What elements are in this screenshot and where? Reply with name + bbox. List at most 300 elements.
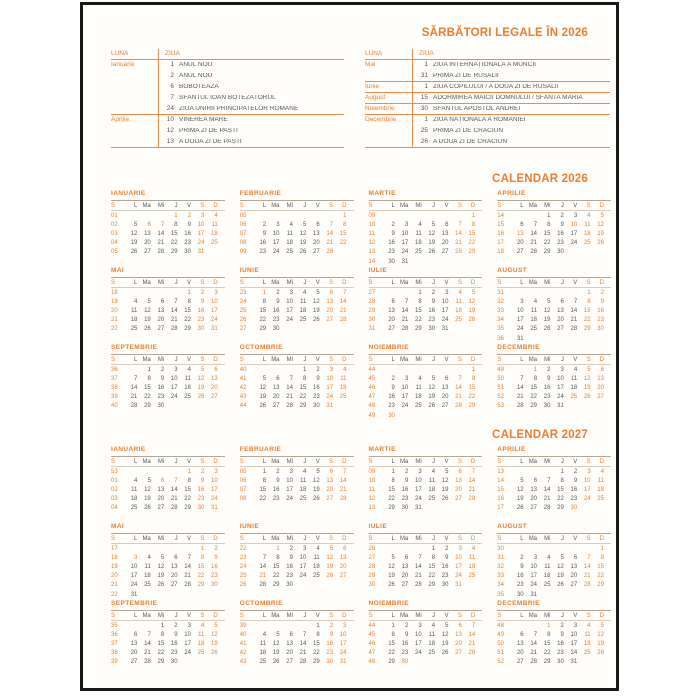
- day-cell: 1: [276, 545, 280, 552]
- day-cell: 9: [187, 221, 191, 228]
- day-cell: 29: [144, 403, 151, 410]
- week-number: 34: [497, 582, 504, 589]
- day-cell: 3: [343, 622, 347, 629]
- day-cell: 4: [573, 366, 578, 373]
- day-cell: 15: [583, 308, 591, 315]
- calendar-week-row: [497, 504, 611, 513]
- weekday-label: J: [560, 535, 564, 542]
- day-cell: 23: [428, 317, 436, 324]
- day-cell: 10: [197, 221, 205, 228]
- day-cell: 3: [404, 375, 409, 382]
- day-cell: 14: [516, 385, 524, 392]
- day-cell: 16: [313, 385, 320, 392]
- calendar-week-row: [240, 229, 354, 238]
- calendar-week-row: [497, 562, 611, 571]
- week-column-header: S: [368, 535, 373, 542]
- calendar-week-row: [240, 476, 354, 485]
- week-number: 09: [239, 249, 247, 256]
- month-calendar: [111, 268, 225, 345]
- weekday-label: S: [457, 535, 462, 542]
- day-cell: 19: [313, 487, 320, 494]
- day-cell: 15: [259, 487, 267, 494]
- day-cell: 12: [388, 564, 395, 571]
- day-cell: 4: [302, 289, 307, 296]
- weekday-header-row: [111, 356, 225, 366]
- week-number: 33: [497, 573, 504, 580]
- day-cell: 15: [144, 385, 151, 392]
- holiday-name: A DOUA ZI DE CRĂCIUN: [433, 138, 508, 145]
- day-cell: 12: [299, 231, 307, 238]
- weekday-label: Ma: [142, 612, 151, 619]
- week-number: 12: [368, 496, 376, 503]
- weekday-header-row: [240, 458, 354, 468]
- day-cell: 20: [144, 240, 151, 247]
- day-cell: 1: [533, 366, 538, 373]
- weekday-label: J: [560, 356, 564, 363]
- calendar-week-row: [369, 374, 483, 383]
- weekday-header-row: [111, 535, 225, 545]
- day-cell: 19: [441, 487, 449, 494]
- day-cell: 11: [259, 641, 267, 648]
- day-cell: 14: [286, 385, 293, 392]
- week-number: 03: [111, 496, 118, 503]
- day-cell: 15: [184, 487, 191, 494]
- holiday-name: BOBOTEAZA: [179, 84, 219, 91]
- day-cell: 7: [343, 289, 347, 296]
- day-cell: 12: [313, 298, 320, 305]
- day-cell: 9: [560, 631, 564, 638]
- week-number: 02: [111, 487, 118, 494]
- day-cell: 5: [316, 289, 320, 296]
- day-cell: 12: [597, 631, 604, 638]
- week-number: 36: [111, 631, 118, 638]
- day-cell: 11: [584, 631, 591, 638]
- day-cell: 6: [134, 631, 138, 638]
- table-column-divider: [158, 49, 159, 148]
- day-cell: 18: [428, 487, 436, 494]
- day-cell: 22: [313, 650, 320, 657]
- day-cell: 12: [597, 221, 604, 228]
- day-cell: 16: [259, 240, 267, 247]
- calendar-week-row: [240, 485, 354, 494]
- day-cell: 11: [469, 554, 476, 561]
- week-number: 18: [497, 249, 504, 256]
- day-cell: 14: [455, 231, 462, 238]
- holiday-row: [365, 93, 610, 104]
- weekday-label: Ma: [142, 458, 151, 465]
- day-cell: 25: [339, 394, 347, 401]
- day-cell: 28: [170, 326, 178, 333]
- weekday-label: D: [470, 356, 476, 363]
- day-cell: 25: [313, 573, 320, 580]
- day-cell: 30: [286, 582, 293, 589]
- day-cell: 3: [418, 468, 422, 475]
- week-number: 26: [239, 317, 247, 324]
- weekday-label: D: [599, 535, 604, 542]
- month-calendar: [240, 191, 354, 268]
- day-cell: 21: [516, 394, 524, 401]
- day-cell: 20: [516, 240, 524, 247]
- day-cell: 8: [391, 477, 395, 484]
- day-cell: 31: [530, 591, 538, 598]
- day-cell: 27: [530, 505, 538, 512]
- day-cell: 25: [299, 317, 307, 324]
- month-calendar: [369, 345, 483, 422]
- month-calendar: [369, 447, 483, 524]
- weekday-label: L: [134, 202, 138, 209]
- week-number: 17: [111, 545, 118, 552]
- weekday-label: J: [432, 612, 436, 619]
- week-number: 22: [111, 591, 118, 598]
- day-cell: 17: [530, 573, 538, 580]
- week-number: 04: [111, 240, 118, 247]
- day-cell: 8: [187, 477, 191, 484]
- day-cell: 16: [211, 564, 218, 571]
- calendar-week-row: [240, 306, 354, 315]
- calendar-week-row: [369, 316, 483, 325]
- day-cell: 27: [130, 659, 138, 666]
- weekday-label: V: [186, 202, 191, 209]
- weekday-label: L: [520, 202, 524, 209]
- day-cell: 1: [262, 289, 267, 296]
- day-cell: 24: [211, 496, 218, 503]
- day-cell: 14: [339, 477, 347, 484]
- day-cell: 15: [299, 385, 307, 392]
- calendar-week-row: [369, 248, 483, 257]
- week-number: 16: [497, 496, 504, 503]
- calendar-week-row: [497, 590, 611, 599]
- week-number: 53: [111, 468, 118, 475]
- day-cell: 11: [597, 477, 604, 484]
- week-number: 10: [368, 477, 376, 484]
- day-cell: 27: [597, 394, 604, 401]
- week-number: 29: [368, 573, 376, 580]
- day-cell: 31: [516, 335, 524, 342]
- day-cell: 2: [329, 622, 334, 629]
- week-number: 19: [111, 564, 118, 571]
- day-cell: 12: [130, 231, 138, 238]
- weekday-label: Ma: [399, 279, 409, 286]
- day-cell: 11: [131, 308, 138, 315]
- weekday-label: V: [573, 535, 578, 542]
- week-column-header: S: [368, 612, 373, 619]
- day-cell: 27: [441, 403, 449, 410]
- weekday-label: Ma: [142, 279, 151, 286]
- day-cell: 17: [583, 487, 591, 494]
- month-calendar: [111, 191, 225, 268]
- day-cell: 20: [455, 487, 462, 494]
- calendar-week-row: [111, 572, 225, 581]
- day-cell: 3: [187, 622, 191, 629]
- week-number: 33: [497, 308, 504, 315]
- weekday-label: V: [573, 356, 578, 363]
- day-cell: 10: [414, 477, 422, 484]
- day-cell: 16: [326, 641, 334, 648]
- day-cell: 9: [276, 477, 280, 484]
- calendar-week-row: [111, 383, 225, 392]
- day-cell: 6: [147, 221, 151, 228]
- day-cell: 6: [289, 631, 293, 638]
- weekday-header-row: [240, 279, 354, 289]
- week-number: 13: [368, 505, 376, 512]
- calendar-week-row: [111, 485, 225, 494]
- holiday-table: [111, 49, 344, 148]
- month-name: MARTIE: [369, 447, 483, 457]
- day-cell: 27: [455, 496, 462, 503]
- holiday-name: SFÂNTUL IOAN BOTEZĂTORUL: [179, 95, 276, 102]
- day-cell: 14: [130, 385, 138, 392]
- day-cell: 5: [520, 477, 524, 484]
- day-cell: 9: [160, 375, 165, 382]
- day-cell: 8: [547, 631, 551, 638]
- day-cell: 13: [401, 564, 409, 571]
- day-cell: 18: [259, 650, 267, 657]
- holiday-name: ZIUA COPILULUI / A DOUA ZI DE RUSALII: [433, 83, 559, 90]
- day-cell: 3: [201, 212, 205, 219]
- day-cell: 21: [455, 240, 462, 247]
- day-cell: 30: [313, 403, 320, 410]
- day-cell: 18: [184, 385, 191, 392]
- day-cell: 21: [130, 394, 138, 401]
- month-name: DECEMBRIE: [497, 601, 611, 611]
- week-number: 28: [368, 564, 376, 571]
- holiday-row: [365, 71, 610, 82]
- calendar-week-row: [111, 365, 225, 374]
- week-number: 20: [111, 573, 118, 580]
- day-cell: 1: [547, 622, 551, 629]
- month-calendar: [240, 601, 354, 678]
- day-cell: 1: [587, 289, 591, 296]
- day-cell: 9: [329, 631, 334, 638]
- day-cell: 13: [441, 231, 449, 238]
- day-cell: 23: [543, 394, 551, 401]
- day-cell: 19: [313, 308, 320, 315]
- month-name: OCTOMBRIE: [240, 345, 354, 355]
- day-cell: 3: [214, 468, 218, 475]
- day-cell: 27: [170, 582, 178, 589]
- holiday-name: ADORMIREA MAICII DOMNULUI / SFÂNTA MARIA: [433, 94, 583, 101]
- day-cell: 17: [516, 317, 524, 324]
- week-number: 03: [111, 231, 118, 238]
- weekday-label: Mi: [415, 202, 422, 209]
- weekday-header-row: [369, 202, 483, 212]
- day-cell: 2: [560, 622, 564, 629]
- holiday-row: [111, 71, 344, 82]
- day-cell: 17: [299, 564, 307, 571]
- day-cell: 12: [583, 375, 591, 382]
- day-cell: 6: [391, 298, 395, 305]
- day-cell: 29: [388, 505, 395, 512]
- day-cell: 29: [184, 505, 191, 512]
- year-title: CALENDAR 2026: [492, 173, 588, 185]
- day-cell: 5: [431, 221, 436, 228]
- weekday-label: D: [470, 458, 476, 465]
- weekday-label: Mi: [415, 612, 422, 619]
- holidays-title: SĂRBĂTORI LEGALE ÎN 2026: [421, 27, 588, 39]
- holiday-row: [111, 60, 344, 71]
- month-calendar: [369, 601, 483, 678]
- week-number: 27: [239, 326, 247, 333]
- day-cell: 10: [130, 564, 138, 571]
- day-cell: 15: [197, 564, 205, 571]
- month-calendar: [497, 601, 611, 678]
- week-number: 52: [497, 659, 504, 666]
- day-cell: 9: [214, 554, 218, 561]
- day-cell: 27: [339, 573, 347, 580]
- day-cell: 24: [401, 403, 409, 410]
- day-cell: 12: [313, 477, 320, 484]
- day-cell: 5: [431, 375, 436, 382]
- day-cell: 26: [313, 496, 320, 503]
- weekday-header-row: [240, 535, 354, 545]
- week-column-header: S: [111, 458, 116, 465]
- day-cell: 2: [316, 366, 320, 373]
- day-cell: 16: [428, 308, 436, 315]
- weekday-label: Ma: [142, 356, 151, 363]
- day-cell: 13: [516, 231, 524, 238]
- day-cell: 20: [441, 394, 449, 401]
- day-cell: 20: [313, 240, 320, 247]
- day-cell: 13: [570, 564, 578, 571]
- weekday-label: Mi: [286, 279, 293, 286]
- day-cell: 27: [211, 394, 218, 401]
- day-cell: 2: [573, 468, 578, 475]
- month-name: DECEMBRIE: [497, 345, 611, 355]
- weekday-label: Ma: [399, 356, 409, 363]
- weekday-label: L: [262, 612, 267, 619]
- calendar-week-row: [369, 581, 483, 590]
- day-cell: 8: [187, 298, 191, 305]
- calendar-week-row: [497, 211, 611, 220]
- day-cell: 23: [286, 573, 293, 580]
- weekday-label: V: [573, 202, 578, 209]
- holiday-month-label: Decembrie: [365, 116, 397, 124]
- day-cell: 28: [170, 505, 178, 512]
- day-cell: 9: [560, 221, 564, 228]
- day-cell: 24: [570, 240, 578, 247]
- calendar-week-row: [369, 649, 483, 658]
- day-cell: 24: [570, 650, 578, 657]
- weekday-label: S: [586, 612, 591, 619]
- day-cell: 14: [326, 231, 334, 238]
- day-cell: 30: [557, 659, 564, 666]
- day-cell: 29: [530, 403, 538, 410]
- day-cell: 12: [428, 231, 436, 238]
- weekday-label: L: [134, 535, 138, 542]
- week-column-header: S: [239, 535, 244, 542]
- weekday-header-row: [240, 356, 354, 366]
- weekday-header-row: [497, 356, 611, 366]
- holiday-month-label: Noiembrie: [365, 104, 395, 112]
- day-cell: 29: [428, 582, 436, 589]
- day-cell: 21: [339, 487, 347, 494]
- weekday-header-row: [497, 279, 611, 289]
- day-cell: 7: [174, 477, 178, 484]
- day-cell: 28: [286, 403, 293, 410]
- day-cell: 4: [533, 298, 538, 305]
- weekday-header-row: [111, 279, 225, 289]
- week-number: 45: [368, 375, 376, 382]
- day-cell: 22: [530, 394, 538, 401]
- holiday-day-number: 6: [170, 83, 174, 91]
- week-number: 31: [368, 326, 376, 333]
- day-cell: 20: [570, 573, 578, 580]
- calendar-week-row: [111, 639, 225, 648]
- day-cell: 18: [428, 641, 436, 648]
- day-cell: 15: [530, 385, 538, 392]
- weekday-label: L: [262, 356, 267, 363]
- day-cell: 17: [570, 231, 578, 238]
- day-cell: 29: [468, 403, 476, 410]
- day-cell: 17: [272, 240, 280, 247]
- day-cell: 3: [560, 366, 564, 373]
- day-cell: 27: [326, 496, 334, 503]
- calendar-week-row: [240, 365, 354, 374]
- day-cell: 23: [441, 573, 449, 580]
- day-cell: 18: [211, 231, 218, 238]
- holiday-day-number: 31: [420, 71, 428, 79]
- day-cell: 17: [414, 487, 422, 494]
- day-cell: 4: [418, 221, 422, 228]
- day-cell: 15: [597, 564, 604, 571]
- day-cell: 7: [404, 298, 409, 305]
- day-cell: 8: [431, 554, 436, 561]
- week-number: 21: [111, 582, 118, 589]
- holiday-day-number: 1: [424, 82, 428, 90]
- year-title: CALENDAR 2027: [492, 429, 588, 441]
- week-number: 39: [111, 394, 118, 401]
- holiday-month-label: Iunie: [365, 82, 380, 90]
- column-header-luna: LUNA: [365, 49, 383, 57]
- holiday-day-number: 26: [420, 137, 428, 145]
- day-cell: 4: [471, 545, 476, 552]
- day-cell: 13: [455, 477, 462, 484]
- weekday-label: J: [432, 202, 436, 209]
- day-cell: 13: [144, 231, 151, 238]
- day-cell: 10: [557, 375, 564, 382]
- day-cell: 13: [157, 487, 165, 494]
- weekday-label: L: [134, 279, 138, 286]
- day-cell: 27: [570, 582, 578, 589]
- day-cell: 25: [530, 326, 538, 333]
- month-name: APRILIE: [497, 447, 611, 457]
- day-cell: 16: [557, 641, 564, 648]
- day-cell: 30: [326, 659, 334, 666]
- day-cell: 28: [339, 317, 347, 324]
- day-cell: 7: [533, 631, 538, 638]
- day-cell: 17: [326, 385, 334, 392]
- weekday-label: Ma: [271, 535, 280, 542]
- day-cell: 22: [197, 573, 205, 580]
- holiday-name: PRIMA ZI DE CRĂCIUN: [433, 128, 504, 135]
- calendar-week-row: [369, 544, 483, 553]
- weekday-label: V: [573, 279, 578, 286]
- day-cell: 6: [276, 375, 280, 382]
- weekday-label: S: [329, 535, 334, 542]
- week-number: 14: [497, 212, 504, 219]
- day-cell: 16: [388, 394, 395, 401]
- weekday-label: J: [303, 279, 307, 286]
- day-cell: 19: [259, 394, 267, 401]
- day-cell: 16: [272, 487, 280, 494]
- weekday-label: Mi: [415, 535, 422, 542]
- day-cell: 3: [174, 366, 178, 373]
- weekday-label: Ma: [271, 612, 280, 619]
- day-cell: 8: [418, 298, 422, 305]
- week-number: 43: [239, 659, 247, 666]
- weekday-label: S: [457, 356, 462, 363]
- day-cell: 4: [187, 366, 191, 373]
